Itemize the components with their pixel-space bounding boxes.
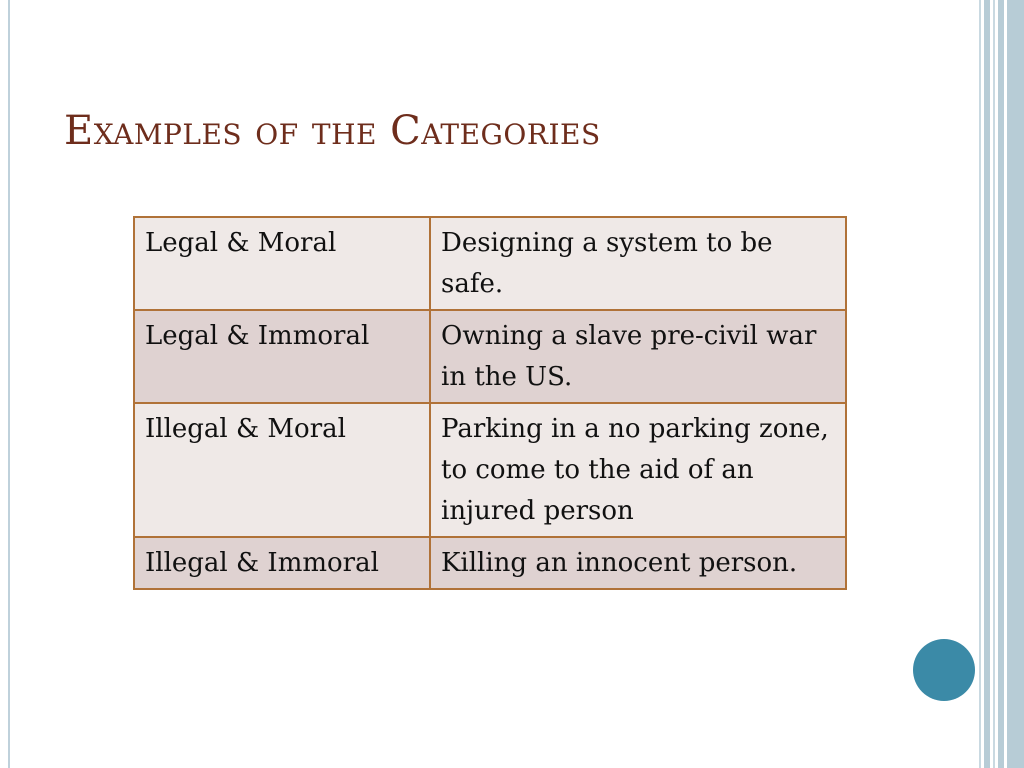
example-cell: Designing a system to be safe. [430,217,846,310]
table-row [134,403,846,537]
example-cell: Parking in a no parking zone, to come to the aid of an injured person [430,403,846,537]
slide-title: Examples of the Categories [64,108,601,154]
example-cell: Owning a slave pre-civil war in the US. [430,310,846,403]
category-cell: Legal & Moral [134,217,430,310]
right-decorative-stripes [976,0,1024,768]
table-row [134,537,846,589]
example-cell: Killing an innocent person. [430,537,846,589]
category-cell: Illegal & Moral [134,403,430,537]
table-row [134,217,846,310]
left-frame-line [8,0,10,768]
category-cell: Legal & Immoral [134,310,430,403]
categories-table [133,216,847,590]
accent-circle-icon [913,639,975,701]
category-cell: Illegal & Immoral [134,537,430,589]
table-row [134,310,846,403]
